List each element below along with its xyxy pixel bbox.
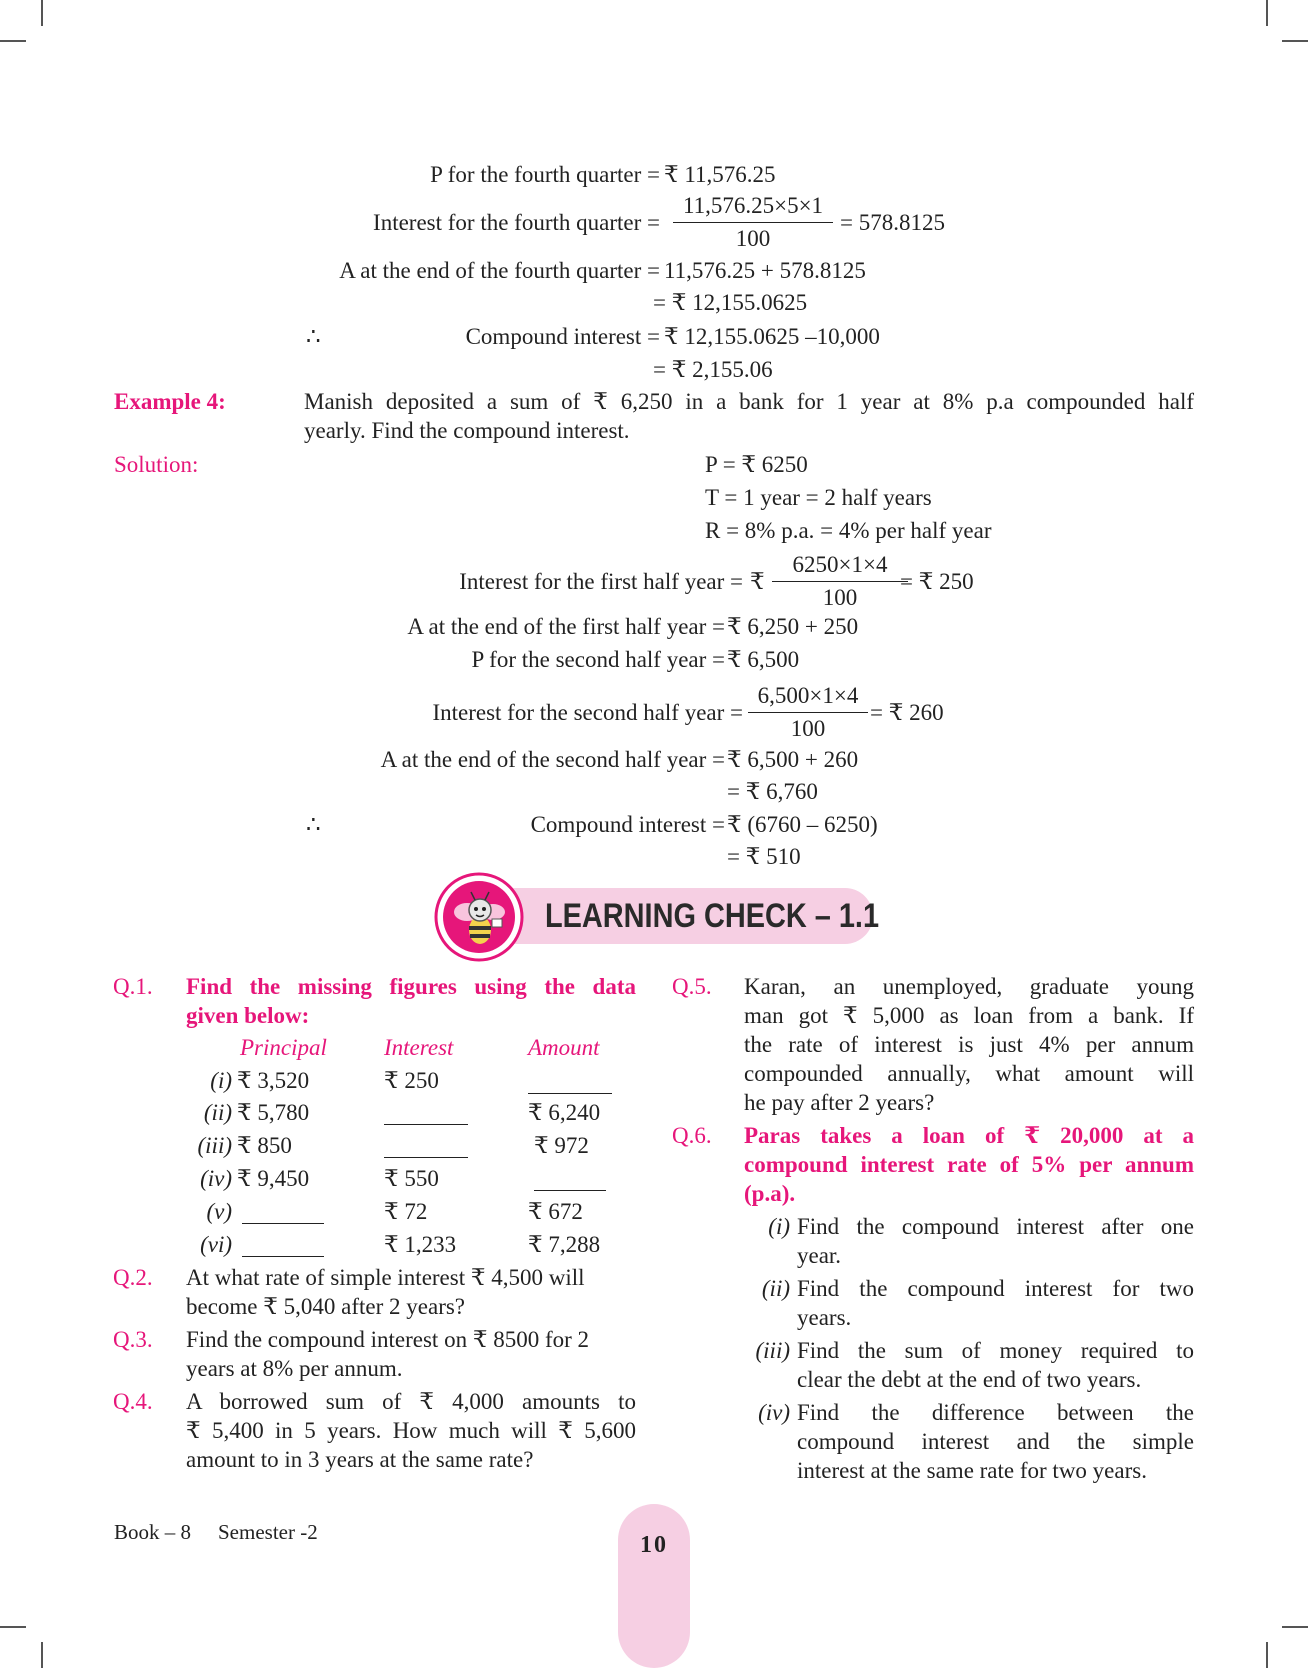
rupee-symbol: ₹ <box>750 569 765 594</box>
row-principal: ₹ 850 <box>237 1133 292 1158</box>
i2-label: Interest for the second half year = <box>432 700 743 725</box>
q5-text-line3: the rate of interest is just 4% per annum <box>744 1032 1194 1057</box>
q6-part-line: Find the sum of money required to <box>797 1338 1194 1363</box>
row-interest: ₹ 72 <box>384 1199 428 1224</box>
a4-label: A at the end of the fourth quarter = <box>339 258 660 283</box>
footer-book: Book – 8 <box>114 1520 192 1544</box>
col-header-interest: Interest <box>384 1035 454 1060</box>
q3-text-line1: Find the compound interest on ₹ 8500 for 2 <box>186 1327 590 1352</box>
interest-blank <box>384 1124 468 1125</box>
q2-text-line1: At what rate of simple interest ₹ 4,500 will <box>186 1265 585 1290</box>
q6-part-index: (iv) <box>758 1400 790 1425</box>
therefore-symbol: ∴ <box>306 812 321 837</box>
a1-label: A at the end of the first half year = <box>407 614 725 639</box>
interest-blank <box>384 1157 468 1158</box>
a4-result: = ₹ 12,155.0625 <box>653 290 808 315</box>
q3-number: Q.3. <box>113 1327 153 1352</box>
q6-part-index: (i) <box>768 1214 790 1239</box>
q6-part-line: Find the difference between the <box>797 1400 1194 1425</box>
q4-text-line2: ₹ 5,400 in 5 years. How much will ₹ 5,600 <box>186 1418 636 1443</box>
amount-blank <box>534 1190 606 1191</box>
q6-part-line: years. <box>797 1305 852 1330</box>
q1-text-line1: Find the missing figures using the data <box>186 974 636 999</box>
row-interest: ₹ 1,233 <box>384 1232 457 1257</box>
q5-text-line2: man got ₹ 5,000 as loan from a bank. If <box>744 1003 1194 1028</box>
row-index: (v) <box>206 1199 232 1224</box>
page-number-tab <box>618 1504 690 1668</box>
row-index: (ii) <box>203 1100 232 1125</box>
i2-numerator: 6,500×1×4 <box>748 682 868 713</box>
q6-part-index: (ii) <box>761 1276 790 1301</box>
i2-result: = ₹ 260 <box>870 700 944 725</box>
i1-denominator: 100 <box>822 585 858 610</box>
i4-label: Interest for the fourth quarter = <box>373 210 660 235</box>
q6-part-line: Find the compound interest after one <box>797 1214 1194 1239</box>
row-amount: ₹ 972 <box>534 1133 589 1158</box>
ci-label: Compound interest = <box>465 324 660 349</box>
q2-number: Q.2. <box>113 1265 153 1290</box>
i2-fraction <box>748 682 868 743</box>
q5-number: Q.5. <box>672 974 712 999</box>
q6-part-line: compound interest and the simple <box>797 1429 1194 1454</box>
q6-part-line: clear the debt at the end of two years. <box>797 1367 1142 1392</box>
time-line: T = 1 year = 2 half years <box>705 485 932 510</box>
row-index: (iii) <box>197 1133 232 1158</box>
example-label: Example 4: <box>114 389 226 414</box>
example-text-line2: yearly. Find the compound interest. <box>304 418 630 443</box>
i1-fraction <box>772 551 908 612</box>
a2-label: A at the end of the second half year = <box>380 747 725 772</box>
i4-denominator: 100 <box>735 226 771 251</box>
a2-value: ₹ 6,500 + 260 <box>727 747 859 772</box>
crop-mark <box>0 1626 26 1628</box>
rate-line: R = 8% p.a. = 4% per half year <box>705 518 992 543</box>
i1-result: = ₹ 250 <box>900 569 974 594</box>
crop-mark <box>1266 0 1268 26</box>
col-header-principal: Principal <box>240 1035 327 1060</box>
row-principal: ₹ 3,520 <box>237 1068 310 1093</box>
q6-text-line1: Paras takes a loan of ₹ 20,000 at a <box>744 1123 1194 1148</box>
row-principal: ₹ 9,450 <box>237 1166 310 1191</box>
amount-blank <box>528 1093 612 1094</box>
a4-value: 11,576.25 + 578.8125 <box>664 258 866 283</box>
row-amount: ₹ 7,288 <box>528 1232 601 1257</box>
crop-mark <box>0 40 26 42</box>
row-amount: ₹ 672 <box>528 1199 583 1224</box>
q6-part-line: Find the compound interest for two <box>797 1276 1194 1301</box>
q6-part-index: (iii) <box>755 1338 790 1363</box>
row-index: (iv) <box>200 1166 232 1191</box>
row-interest: ₹ 250 <box>384 1068 439 1093</box>
i4-result: = 578.8125 <box>840 210 945 235</box>
p4-label: P for the fourth quarter = <box>430 162 660 187</box>
q5-text-line5: he pay after 2 years? <box>744 1090 935 1115</box>
i4-fraction <box>673 192 833 253</box>
q6-number: Q.6. <box>672 1123 712 1148</box>
p2-value: ₹ 6,500 <box>727 647 800 672</box>
q2-text-line2: become ₹ 5,040 after 2 years? <box>186 1294 466 1319</box>
crop-mark <box>1282 40 1308 42</box>
therefore-symbol: ∴ <box>306 324 321 349</box>
learning-check-title: LEARNING CHECK – 1.1 <box>545 897 880 935</box>
q6-part-line: year. <box>797 1243 842 1268</box>
row-amount: ₹ 6,240 <box>528 1100 601 1125</box>
crop-mark <box>1282 1626 1308 1628</box>
solution-label: Solution: <box>114 452 199 477</box>
q1-number: Q.1. <box>113 974 153 999</box>
crop-mark <box>41 1642 43 1668</box>
q1-text-line2: given below: <box>186 1003 310 1028</box>
row-index: (vi) <box>200 1232 232 1257</box>
q6-text-line2: compound interest rate of 5% per annum <box>744 1152 1194 1177</box>
principal-blank <box>242 1256 324 1257</box>
page-number: 10 <box>640 1532 668 1558</box>
example-text-line1: Manish deposited a sum of ₹ 6,250 in a bank for 1 year at 8% p.a compounded half <box>304 389 1194 414</box>
q6-text-line3: (p.a). <box>744 1181 796 1206</box>
q5-text-line1: Karan, an unemployed, graduate young <box>744 974 1194 999</box>
i1-numerator: 6250×1×4 <box>772 551 908 582</box>
bee-mascot-icon <box>434 872 524 962</box>
ci-value: ₹ (6760 – 6250) <box>727 812 878 837</box>
q4-text-line3: amount to in 3 years at the same rate? <box>186 1447 534 1472</box>
row-index: (i) <box>210 1068 232 1093</box>
i1-label: Interest for the first half year = <box>459 569 743 594</box>
a1-value: ₹ 6,250 + 250 <box>727 614 859 639</box>
row-principal: ₹ 5,780 <box>237 1100 310 1125</box>
row-interest: ₹ 550 <box>384 1166 439 1191</box>
p4-value: ₹ 11,576.25 <box>664 162 776 187</box>
p2-label: P for the second half year = <box>471 647 725 672</box>
ci-value: ₹ 12,155.0625 –10,000 <box>664 324 880 349</box>
i4-numerator: 11,576.25×5×1 <box>673 192 833 223</box>
principal-line: P = ₹ 6250 <box>705 452 808 477</box>
q3-text-line2: years at 8% per annum. <box>186 1356 403 1381</box>
q5-text-line4: compounded annually, what amount will <box>744 1061 1194 1086</box>
ci-result: = ₹ 510 <box>727 844 801 869</box>
i2-denominator: 100 <box>790 716 826 741</box>
col-header-amount: Amount <box>528 1035 600 1060</box>
a2-result: = ₹ 6,760 <box>727 779 818 804</box>
q6-part-line: interest at the same rate for two years. <box>797 1458 1147 1483</box>
footer-semester: Semester -2 <box>218 1520 318 1544</box>
principal-blank <box>242 1223 324 1224</box>
q4-text-line1: A borrowed sum of ₹ 4,000 amounts to <box>186 1389 636 1414</box>
crop-mark <box>1266 1642 1268 1668</box>
crop-mark <box>41 0 43 26</box>
q4-number: Q.4. <box>113 1389 153 1414</box>
ci-result: = ₹ 2,155.06 <box>653 357 773 382</box>
ci-label: Compound interest = <box>530 812 725 837</box>
